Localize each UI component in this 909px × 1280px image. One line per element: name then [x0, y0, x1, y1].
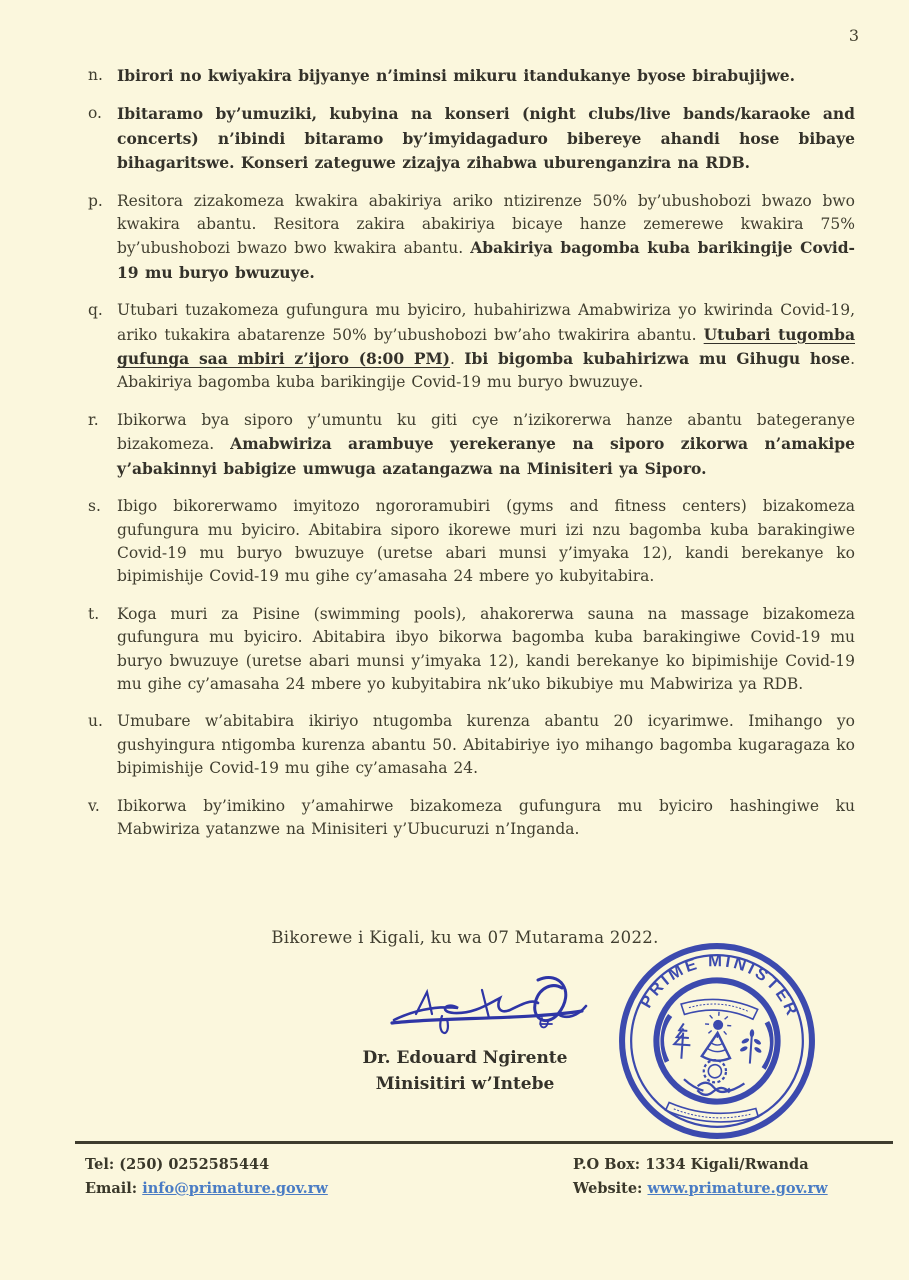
footer-right-column — [573, 1153, 828, 1201]
prime-minister-seal — [609, 933, 825, 1149]
tel-label: Tel: — [85, 1156, 115, 1173]
list-item-text — [117, 190, 855, 286]
text-segment: Umubare w’abitabira ikiriyo ntugomba kurenza abantu 20 icyarimwe. Imihango yo gushyingura ntigomba kurenza abantu 50. Abitabiriye iyo mihango bagomba kugaragaza ko bipimishije Covid-19 mu gihe cy’amasaha 24. — [117, 712, 855, 778]
footer-pobox-row — [573, 1153, 828, 1177]
list-item-v — [88, 795, 855, 842]
list-item-o — [88, 102, 855, 175]
list-item-text — [117, 409, 855, 481]
text-segment: . — [450, 350, 465, 369]
list-item-q — [88, 299, 855, 395]
email-link[interactable]: info@primature.gov.rw — [142, 1180, 328, 1197]
document-body — [88, 64, 855, 855]
list-item-p — [88, 190, 855, 286]
list-item-letter: s. — [88, 497, 101, 516]
list-item-text — [117, 795, 855, 842]
text-segment: Resitora zizakomeza kwakira abakiriya ariko ntizirenze 50% by’ubushobozi bwazo bwo kwakira abantu. Resitora zakira abakiriya bicaye hanze zemerewe kwakira 75% by’ubushobozi bwazo bwo kwakira abantu. — [117, 191, 855, 258]
list-item-t — [88, 603, 855, 697]
signature-icon — [386, 968, 594, 1060]
footer-left-column — [85, 1153, 328, 1201]
list-item-text — [117, 710, 855, 780]
footer-website-row — [573, 1177, 828, 1201]
text-segment: Ibi bigomba kubahirizwa mu Gihugu hose — [464, 349, 851, 369]
text-segment: . Abakiriya bagomba kuba barikingije Covid-19 mu buryo bwuzuye. — [117, 350, 856, 392]
page-number: 3 — [848, 26, 859, 45]
list-item-s — [88, 495, 855, 589]
list-item-letter: u. — [88, 712, 103, 731]
text-segment: Abakiriya bagomba kuba barikingije Covid-19 mu buryo bwuzuye. — [117, 238, 855, 282]
list-item-letter: v. — [88, 796, 100, 815]
list-item-letter: o. — [88, 104, 102, 123]
list-item-text — [117, 603, 855, 697]
text-segment: Ibirori no kwiyakira bijyanye n’iminsi mikuru itandukanye byose birabujijwe. — [117, 66, 796, 85]
text-segment: Ibikorwa by’imikino y’amahirwe bizakomeza gufungura mu byiciro hashingiwe ku Mabwiriza yatanzwe na Minisiteri y’Ubucuruzi n’Inganda. — [117, 796, 855, 838]
seal-top-text: PRIME MINISTER — [636, 951, 803, 1021]
date-line: Bikorewe i Kigali, ku wa 07 Mutarama 2022. — [271, 928, 659, 947]
text-segment: Amabwiriza arambuye yerekeranye na siporo zikorwa n’amakipe y’abakinnyi babigize umwuga azatangazwa na Minisiteri ya Siporo. — [117, 434, 855, 478]
tel-value: (250) 0252585444 — [119, 1156, 270, 1173]
text-segment: Utubari tugomba gufunga saa mbiri z’ijoro (8:00 PM) — [117, 324, 855, 369]
list-item-text — [117, 495, 855, 589]
footer-email-row — [85, 1177, 328, 1201]
list-item-text — [117, 299, 855, 395]
website-link[interactable]: www.primature.gov.rw — [647, 1180, 828, 1197]
list-item-text — [117, 102, 855, 175]
list-item-letter: n. — [88, 66, 103, 84]
items-list — [88, 64, 855, 841]
text-segment: Utubari tuzakomeza gufungura mu byiciro, hubahirizwa Amabwiriza yo kwirinda Covid-19, ariko tukakira abatarenze 50% by’ubushobozi bw’aho twakirira abantu. — [117, 301, 855, 344]
pobox-value: 1334 Kigali/Rwanda — [645, 1156, 809, 1173]
list-item-letter: q. — [88, 301, 103, 320]
text-segment: Ibitaramo by’umuziki, kubyina na konseri (night clubs/live bands/karaoke and concerts) n’ibindi bitaramo by’imyidagaduro bibereye ahandi hose bibaye bihagaritswe. Konseri zateguwe zizajya zihabwa uburenganzira na RDB. — [117, 104, 855, 173]
text-segment: Ibikorwa bya siporo y’umuntu ku giti cye n’izikorerwa hanze abantu bategeranye bizakomeza. — [117, 410, 855, 454]
list-item-letter: t. — [88, 604, 100, 623]
list-item-letter: r. — [88, 410, 99, 429]
list-item-text — [117, 64, 855, 88]
footer-tel-row — [85, 1153, 328, 1177]
pobox-label: P.O Box: — [573, 1156, 641, 1173]
list-item-r — [88, 409, 855, 481]
list-item-letter: p. — [88, 191, 103, 210]
website-label: Website: — [573, 1180, 643, 1197]
text-segment: Koga muri za Pisine (swimming pools), ahakorerwa sauna na massage bizakomeza gufungura mu byiciro. Abitabira ibyo bikorwa bagomba kuba barakingiwe Covid-19 mu buryo bwuzuye (uretse abari munsi y’imyaka 12), kandi berekanye ko bipimishije Covid-19 mu gihe cy’amasaha 24 mbere yo kubyitabira nk’uko bikubiye mu Mabwiriza ya RDB. — [117, 604, 855, 693]
footer — [75, 1141, 893, 1197]
text-segment: Ibigo bikorerwamo imyitozo ngororamubiri (gyms and fitness centers) bizakomeza gufungura mu byiciro. Abitabira siporo ikorewe muri izi nzu bagomba kuba barakingiwe Covid-19 mu buryo bwuzuye (uretse abari munsi y’imyaka 12), kandi berekanye ko bipimishije Covid-19 mu gihe cy’amasaha 24 mbere yo kubyitabira. — [117, 497, 855, 586]
signatory-title: Minisitiri w’Intebe — [375, 1074, 555, 1094]
email-label: Email: — [85, 1180, 138, 1197]
signatory-name: Dr. Edouard Ngirente — [362, 1048, 568, 1068]
list-item-u — [88, 710, 855, 780]
list-item-n — [88, 64, 855, 88]
